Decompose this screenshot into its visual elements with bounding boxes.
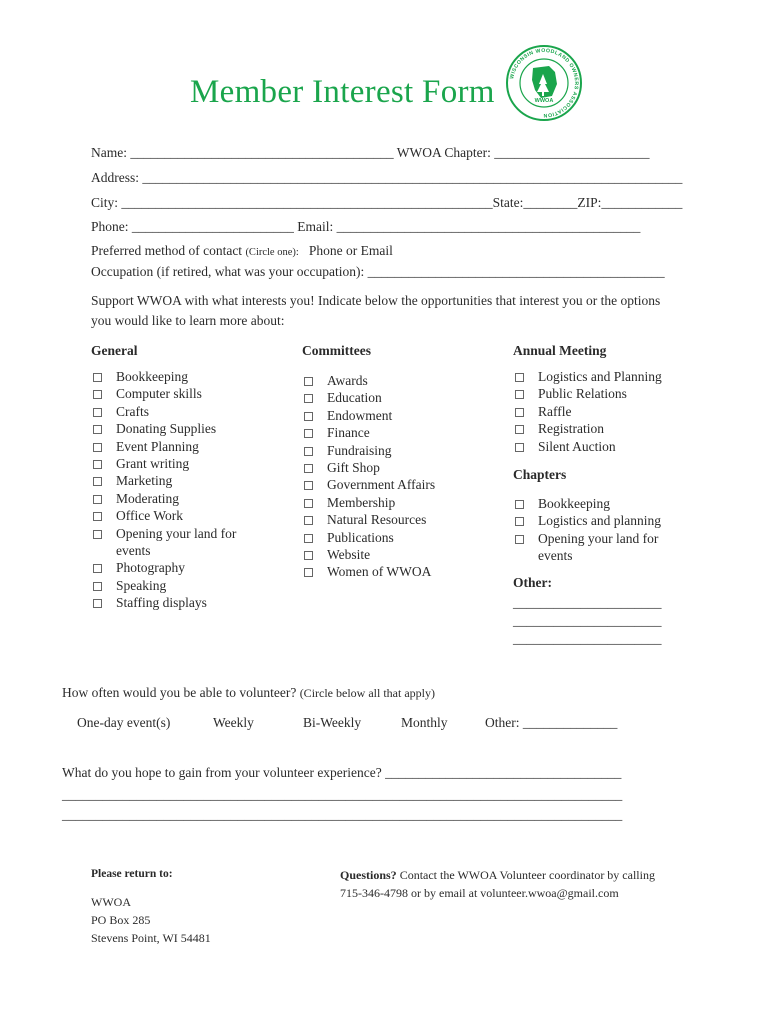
checkbox-icon[interactable] [304, 447, 313, 456]
checkbox-icon[interactable] [304, 481, 313, 490]
checkbox-item[interactable] [302, 424, 472, 441]
return-org: WWOA [91, 895, 131, 909]
checkbox-item[interactable] [302, 442, 472, 459]
checkbox-label: Bookkeeping [538, 496, 610, 511]
checkbox-item[interactable] [302, 494, 472, 511]
volunteer-question [62, 685, 435, 701]
checkbox-icon[interactable] [93, 512, 102, 521]
checkbox-label: Grant writing [116, 456, 190, 472]
gain-line-2[interactable]: ___________________________________________________________________________________ [62, 787, 623, 802]
checkbox-icon[interactable] [304, 516, 313, 525]
checkbox-icon[interactable] [304, 412, 313, 421]
checkbox-icon[interactable] [515, 408, 524, 417]
name-field[interactable]: Name: _______________________________________ WWOA Chapter: _______________________ [91, 145, 650, 160]
intro-line-2: you would like to learn more about: [91, 313, 285, 328]
checkbox-item[interactable] [91, 559, 261, 576]
checkbox-icon[interactable] [515, 500, 524, 509]
checkbox-item[interactable] [302, 407, 472, 424]
checkbox-label: Donating Supplies [116, 421, 217, 437]
checkbox-icon[interactable] [515, 390, 524, 399]
checkbox-label: Finance [327, 425, 370, 441]
return-po-box: PO Box 285 [91, 913, 151, 927]
intro-line-1: Support WWOA with what interests you! Indicate below the opportunities that interest you or the options [91, 293, 661, 308]
volunteer-option-one-day[interactable]: One-day event(s) [77, 715, 171, 730]
phone-email-field[interactable]: Phone: ________________________ Email: _____________________________________________ [91, 219, 641, 234]
checkbox-label: Staffing displays [116, 595, 207, 611]
chapters-heading: Chapters [513, 467, 567, 482]
checkbox-item[interactable] [513, 530, 673, 565]
checkbox-label: Crafts [116, 403, 149, 419]
checkbox-icon[interactable] [93, 460, 102, 469]
checkbox-item[interactable] [91, 403, 261, 420]
checkbox-label: Opening your land for events [116, 525, 237, 559]
occupation-field[interactable]: Occupation (if retired, what was your occupation): ____________________________________________ [91, 264, 665, 279]
checkbox-label: Office Work [116, 508, 184, 524]
checkbox-item[interactable] [302, 563, 472, 580]
checkbox-item[interactable] [513, 368, 683, 385]
volunteer-option-monthly[interactable]: Monthly [401, 715, 448, 730]
checkbox-label: Silent Auction [538, 438, 616, 454]
questions-bold: Questions? [340, 868, 397, 882]
checkbox-icon[interactable] [515, 535, 524, 544]
volunteer-question-note: (Circle below all that apply) [299, 686, 435, 700]
other-line-2[interactable]: ______________________ [513, 613, 662, 628]
checkbox-label: Publications [327, 529, 394, 545]
checkbox-item[interactable] [302, 529, 472, 546]
return-heading: Please return to: [91, 868, 173, 880]
annual-meeting-heading: Annual Meeting [513, 343, 607, 358]
checkbox-icon[interactable] [304, 499, 313, 508]
checkbox-label: Gift Shop [327, 460, 380, 476]
svg-text:WWOA: WWOA [534, 98, 554, 104]
other-heading: Other: [513, 575, 552, 590]
checkbox-label: Education [327, 390, 382, 406]
checkbox-item[interactable] [91, 577, 261, 594]
checkbox-icon[interactable] [515, 425, 524, 434]
checkbox-item[interactable] [513, 512, 673, 529]
return-city: Stevens Point, WI 54481 [91, 931, 211, 945]
checkbox-icon[interactable] [304, 429, 313, 438]
checkbox-item[interactable] [91, 594, 261, 611]
checkbox-label: Awards [327, 373, 368, 388]
checkbox-icon[interactable] [93, 425, 102, 434]
checkbox-item[interactable] [302, 511, 472, 528]
questions-text: Contact the WWOA Volunteer coordinator by calling [396, 868, 655, 882]
annual-meeting-list [513, 368, 683, 455]
checkbox-item[interactable] [91, 368, 261, 385]
checkbox-item[interactable] [513, 385, 683, 402]
checkbox-icon[interactable] [93, 495, 102, 504]
checkbox-label: Women of WWOA [327, 564, 432, 580]
checkbox-label: Registration [538, 421, 604, 437]
checkbox-label: Logistics and Planning [538, 369, 662, 384]
checkbox-label: Endowment [327, 407, 393, 423]
checkbox-item[interactable] [302, 389, 472, 406]
checkbox-icon[interactable] [93, 443, 102, 452]
checkbox-icon[interactable] [515, 443, 524, 452]
preferred-contact-note: (Circle one): [245, 247, 299, 258]
checkbox-icon[interactable] [304, 377, 313, 386]
checkbox-icon[interactable] [304, 534, 313, 543]
checkbox-icon[interactable] [304, 551, 313, 560]
other-line-3[interactable]: ______________________ [513, 631, 662, 646]
checkbox-item[interactable] [513, 420, 683, 437]
preferred-contact-options[interactable]: Phone or Email [308, 243, 393, 258]
questions-line-1 [340, 868, 655, 883]
questions-line-2[interactable]: 715-346-4798 or by email at volunteer.wwoa@gmail.com [340, 886, 619, 900]
other-line-1[interactable]: ______________________ [513, 595, 662, 610]
checkbox-icon[interactable] [93, 408, 102, 417]
checkbox-item[interactable] [91, 472, 261, 489]
checkbox-label: Opening your land for events [538, 530, 659, 564]
checkbox-label: Membership [327, 494, 396, 510]
gain-question[interactable]: What do you hope to gain from your volunteer experience? ___________________________________ [62, 765, 622, 780]
checkbox-item[interactable] [91, 420, 261, 437]
checkbox-label: Fundraising [327, 442, 392, 458]
checkbox-item[interactable] [513, 403, 683, 420]
svg-text:WISCONSIN WOODLAND OWNERS ASSO: WISCONSIN WOODLAND OWNERS ASSOCIATION [509, 47, 580, 119]
committees-heading: Committees [302, 343, 371, 358]
checkbox-label: Logistics and planning [538, 513, 661, 529]
volunteer-option-bi-weekly[interactable]: Bi-Weekly [303, 715, 362, 730]
checkbox-icon[interactable] [93, 530, 102, 539]
volunteer-question-text: How often would you be able to volunteer? [62, 685, 297, 700]
city-state-zip-field[interactable]: City: _______________________________________________________State:________ZIP:____________ [91, 195, 683, 210]
checkbox-label: Government Affairs [327, 477, 436, 493]
checkbox-item[interactable] [302, 459, 472, 476]
checkbox-item[interactable] [302, 372, 472, 389]
checkbox-icon[interactable] [93, 582, 102, 591]
checkbox-icon[interactable] [515, 517, 524, 526]
gain-line-3[interactable]: ___________________________________________________________________________________ [62, 807, 623, 822]
checkbox-label: Natural Resources [327, 512, 427, 528]
checkbox-icon[interactable] [304, 394, 313, 403]
checkbox-item[interactable] [513, 438, 683, 455]
checkbox-icon[interactable] [93, 564, 102, 573]
checkbox-item[interactable] [302, 546, 472, 563]
address-field[interactable]: Address: ________________________________________________________________________________ [91, 170, 683, 185]
checkbox-label: Speaking [116, 577, 167, 593]
checkbox-icon[interactable] [515, 373, 524, 382]
checkbox-item[interactable] [91, 385, 261, 402]
checkbox-label: Public Relations [538, 386, 627, 402]
checkbox-label: Computer skills [116, 386, 202, 402]
checkbox-icon[interactable] [304, 464, 313, 473]
general-list [91, 368, 261, 612]
checkbox-label: Moderating [116, 490, 179, 506]
checkbox-item[interactable] [302, 476, 472, 493]
checkbox-icon[interactable] [93, 477, 102, 486]
checkbox-label: Photography [116, 560, 185, 576]
checkbox-icon[interactable] [304, 568, 313, 577]
checkbox-item[interactable] [91, 455, 261, 472]
preferred-contact-label: Preferred method of contact [91, 243, 243, 258]
general-heading: General [91, 343, 138, 358]
checkbox-item[interactable] [91, 507, 261, 524]
checkbox-icon[interactable] [93, 599, 102, 608]
checkbox-item[interactable] [91, 525, 261, 560]
form-title: Member Interest Form [190, 74, 495, 110]
checkbox-item[interactable] [513, 495, 673, 512]
checkbox-label: Website [327, 547, 371, 563]
preferred-contact [91, 243, 393, 259]
checkbox-label: Marketing [116, 473, 173, 489]
checkbox-icon[interactable] [93, 390, 102, 399]
volunteer-option-weekly[interactable]: Weekly [213, 715, 254, 730]
checkbox-item[interactable] [91, 490, 261, 507]
checkbox-label: Raffle [538, 403, 572, 419]
checkbox-icon[interactable] [93, 373, 102, 382]
wwoa-logo [505, 44, 583, 122]
checkbox-item[interactable] [91, 438, 261, 455]
checkbox-label: Event Planning [116, 438, 199, 454]
volunteer-option-other[interactable]: Other: ______________ [485, 715, 618, 730]
committees-list [302, 372, 472, 581]
chapters-list [513, 495, 673, 565]
checkbox-label: Bookkeeping [116, 369, 188, 384]
